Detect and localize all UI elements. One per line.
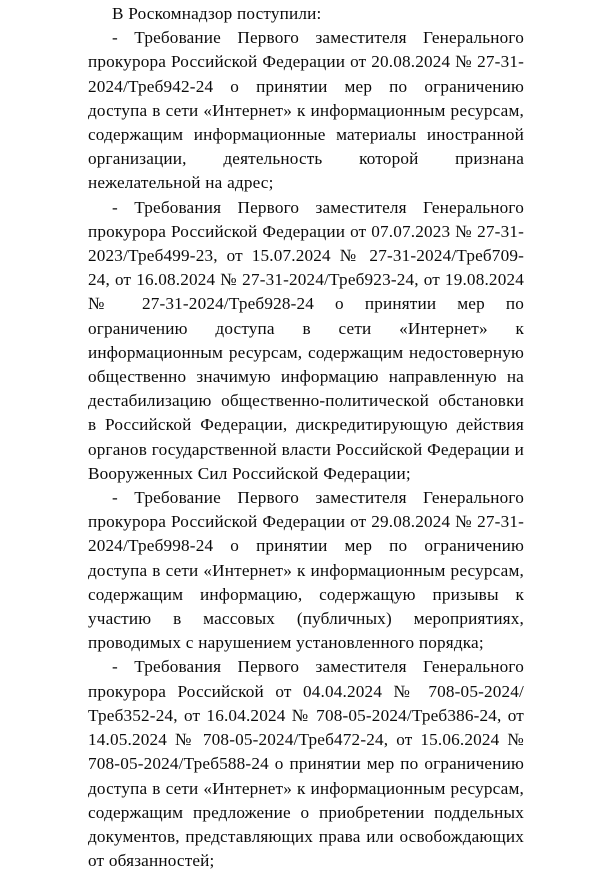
paragraph-requirement-3: - Требование Первого заместителя Генерального прокурора Российской Федерации от 29.08.2024 № 27-31-2024/Треб998-24 о принятии мер по ограничению доступа в сети «Интернет» к информационным ресурсам, содержащим информацию, содержащую призывы к участию в массовых (публичных) мероприятиях, проводимых с нарушением установленного порядка; — [88, 488, 524, 653]
paragraph-intro: В Роскомнадзор поступили: — [112, 4, 322, 23]
paragraph-requirement-2: - Требования Первого заместителя Генерального прокурора Российской Федерации от 07.07.2023 № 27-31-2023/Треб499-23, от 15.07.2024 № 27-31-2024/Треб709-24, от 16.08.2024 № 27-31-2024/Треб923-24, от 19.08.2024 № 27-31-2024/Треб928-24 о принятии мер по ограничению доступа в сети «Интернет» к информационным ресурсам, содержащим недостоверную общественно значимую информацию направленную на дестабилизацию общественно-политической обстановки в Российской Федерации, дискредитирующую действия органов государственной власти Российской Федерации и Вооруженных Сил Российской Федерации; — [88, 197, 524, 483]
paragraph-requirement-4: - Требования Первого заместителя Генерального прокурора Российской от 04.04.2024 № 708-05-2024/Треб352-24, от 16.04.2024 № 708-05-2024/Треб386-24, от 14.05.2024 № 708-05-2024/Треб472-24, от 15.06.2024 № 708-05-2024/Треб588-24 о принятии мер по ограничению доступа в сети «Интернет» к информационным ресурсам, содержащим предложение о приобретении поддельных документов, представляющих права или освобождающих от обязанностей; — [88, 657, 524, 871]
paragraph-requirement-1: - Требование Первого заместителя Генерального прокурора Российской Федерации от 20.08.2024 № 27-31-2024/Треб942-24 о принятии мер по ограничению доступа в сети «Интернет» к информационным ресурсам, содержащим информационные материалы иностранной организации, деятельность которой признана нежелательной на адрес; — [88, 28, 524, 193]
document-text-body — [88, 2, 524, 873]
